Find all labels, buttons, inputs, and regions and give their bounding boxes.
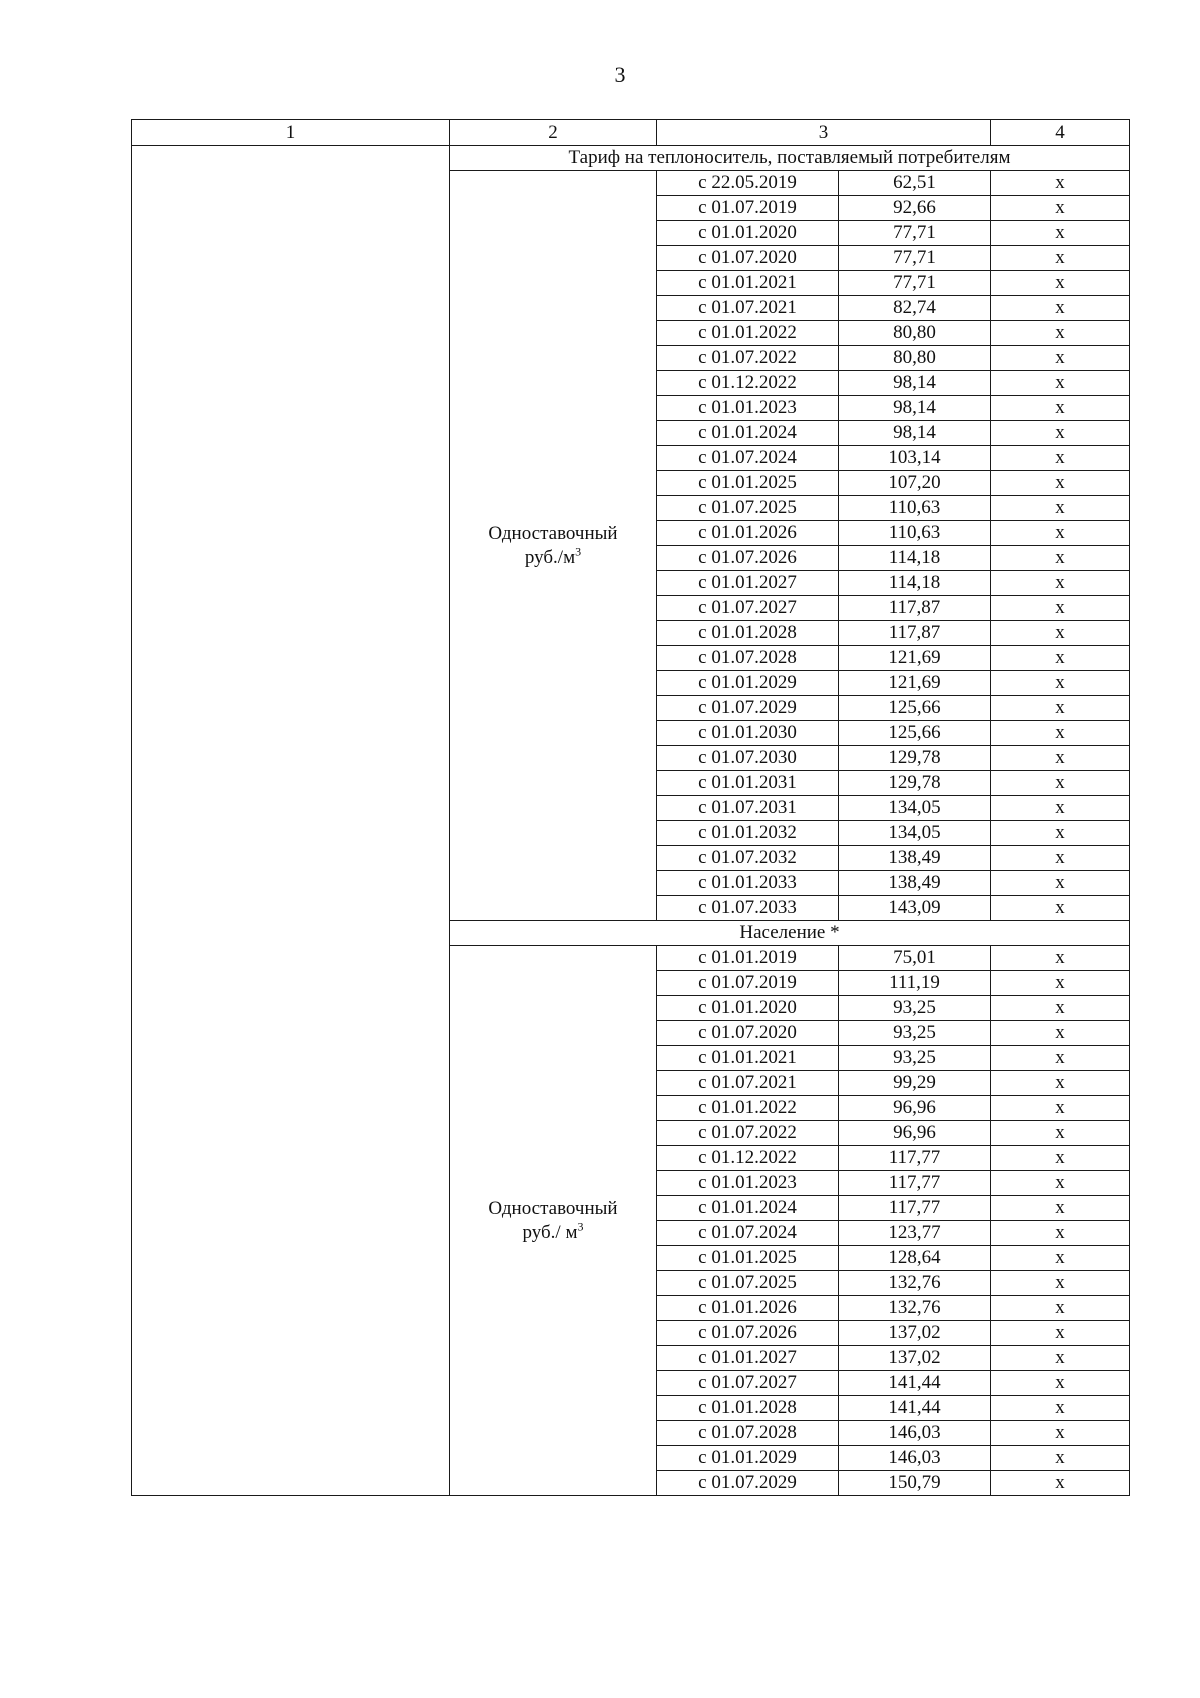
unit-label: руб./м	[524, 546, 576, 568]
header-row	[132, 120, 1130, 146]
tariff-value: 114,18	[839, 571, 991, 596]
effective-date: с 01.01.2025	[657, 471, 839, 496]
tariff-value: 132,76	[839, 1296, 991, 1321]
effective-date: с 01.07.2024	[657, 446, 839, 471]
effective-date: с 01.07.2032	[657, 846, 839, 871]
tariff-value: 114,18	[839, 546, 991, 571]
tariff-value: 110,63	[839, 521, 991, 546]
tariff-value: 125,66	[839, 696, 991, 721]
tariff-value: 141,44	[839, 1396, 991, 1421]
effective-date: с 01.07.2025	[657, 496, 839, 521]
column-4-value: х	[991, 496, 1130, 521]
tariff-value: 111,19	[839, 971, 991, 996]
column-4-value: х	[991, 1371, 1130, 1396]
tariff-value: 82,74	[839, 296, 991, 321]
column-4-value: х	[991, 421, 1130, 446]
header-col-4: 4	[991, 120, 1130, 146]
unit-superscript: 3	[575, 544, 582, 559]
effective-date: с 01.01.2023	[657, 1171, 839, 1196]
tariff-value: 123,77	[839, 1221, 991, 1246]
column-4-value: х	[991, 1471, 1130, 1496]
tariff-value: 75,01	[839, 946, 991, 971]
section-title: Население *	[450, 921, 1130, 946]
column-4-value: х	[991, 271, 1130, 296]
tariff-type-label: Одноставочный	[488, 1197, 618, 1219]
column-4-value: х	[991, 696, 1130, 721]
tariff-value: 92,66	[839, 196, 991, 221]
tariff-value: 150,79	[839, 1471, 991, 1496]
tariff-table-body	[132, 120, 1130, 1496]
effective-date: с 01.01.2027	[657, 1346, 839, 1371]
effective-date: с 01.07.2027	[657, 1371, 839, 1396]
effective-date: с 01.07.2022	[657, 346, 839, 371]
effective-date: с 01.07.2024	[657, 1221, 839, 1246]
tariff-value: 129,78	[839, 746, 991, 771]
tariff-type-label: Одноставочный	[488, 522, 618, 544]
effective-date: с 01.01.2026	[657, 1296, 839, 1321]
section-title: Тариф на теплоноситель, поставляемый потребителям	[450, 146, 1130, 171]
column-4-value: х	[991, 971, 1130, 996]
tariff-value: 137,02	[839, 1346, 991, 1371]
column-4-value: х	[991, 721, 1130, 746]
effective-date: с 01.07.2028	[657, 1421, 839, 1446]
column-4-value: х	[991, 221, 1130, 246]
column-4-value: х	[991, 446, 1130, 471]
column-4-value: х	[991, 746, 1130, 771]
tariff-value: 93,25	[839, 1021, 991, 1046]
tariff-value: 129,78	[839, 771, 991, 796]
effective-date: с 01.07.2019	[657, 196, 839, 221]
effective-date: с 01.01.2022	[657, 321, 839, 346]
column-4-value: х	[991, 1221, 1130, 1246]
tariff-value: 146,03	[839, 1421, 991, 1446]
tariff-value: 143,09	[839, 896, 991, 921]
column-4-value: х	[991, 821, 1130, 846]
effective-date: с 22.05.2019	[657, 171, 839, 196]
tariff-value: 110,63	[839, 496, 991, 521]
tariff-value: 146,03	[839, 1446, 991, 1471]
column-4-value: х	[991, 296, 1130, 321]
effective-date: с 01.01.2023	[657, 396, 839, 421]
effective-date: с 01.01.2024	[657, 421, 839, 446]
column-4-value: х	[991, 646, 1130, 671]
tariff-value: 137,02	[839, 1321, 991, 1346]
tariff-value: 77,71	[839, 271, 991, 296]
tariff-type-cell	[450, 946, 657, 1496]
effective-date: с 01.07.2030	[657, 746, 839, 771]
header-col-1: 1	[132, 120, 450, 146]
tariff-value: 138,49	[839, 846, 991, 871]
tariff-type-cell	[450, 171, 657, 921]
effective-date: с 01.07.2020	[657, 1021, 839, 1046]
effective-date: с 01.01.2021	[657, 1046, 839, 1071]
tariff-value: 93,25	[839, 1046, 991, 1071]
column-4-value: х	[991, 621, 1130, 646]
effective-date: с 01.01.2032	[657, 821, 839, 846]
tariff-value: 62,51	[839, 171, 991, 196]
column-4-value: х	[991, 1446, 1130, 1471]
tariff-value: 96,96	[839, 1096, 991, 1121]
tariff-value: 99,29	[839, 1071, 991, 1096]
column-4-value: х	[991, 1246, 1130, 1271]
tariff-value: 103,14	[839, 446, 991, 471]
column-4-value: х	[991, 571, 1130, 596]
column-4-value: х	[991, 1321, 1130, 1346]
effective-date: с 01.01.2031	[657, 771, 839, 796]
header-col-3: 3	[657, 120, 991, 146]
effective-date: с 01.01.2025	[657, 1246, 839, 1271]
column-4-value: х	[991, 871, 1130, 896]
tariff-value: 77,71	[839, 221, 991, 246]
tariff-value: 117,87	[839, 621, 991, 646]
column-4-value: х	[991, 521, 1130, 546]
tariff-value: 117,87	[839, 596, 991, 621]
effective-date: с 01.01.2030	[657, 721, 839, 746]
tariff-value: 125,66	[839, 721, 991, 746]
effective-date: с 01.07.2031	[657, 796, 839, 821]
column-4-value: х	[991, 396, 1130, 421]
page-number: 3	[614, 62, 626, 87]
tariff-value: 121,69	[839, 671, 991, 696]
effective-date: с 01.07.2033	[657, 896, 839, 921]
column-4-value: х	[991, 1346, 1130, 1371]
column-4-value: х	[991, 1021, 1130, 1046]
effective-date: с 01.01.2024	[657, 1196, 839, 1221]
effective-date: с 01.01.2028	[657, 621, 839, 646]
column-4-value: х	[991, 1296, 1130, 1321]
column-4-value: х	[991, 846, 1130, 871]
effective-date: с 01.01.2029	[657, 1446, 839, 1471]
column-1-cell	[132, 146, 450, 1496]
tariff-value: 141,44	[839, 1371, 991, 1396]
column-4-value: х	[991, 1096, 1130, 1121]
tariff-value: 98,14	[839, 396, 991, 421]
column-4-value: х	[991, 1046, 1130, 1071]
column-4-value: х	[991, 1271, 1130, 1296]
tariff-value: 80,80	[839, 346, 991, 371]
effective-date: с 01.01.2020	[657, 221, 839, 246]
column-4-value: х	[991, 346, 1130, 371]
effective-date: с 01.07.2021	[657, 1071, 839, 1096]
tariff-value: 128,64	[839, 1246, 991, 1271]
column-4-value: х	[991, 1196, 1130, 1221]
effective-date: с 01.07.2026	[657, 1321, 839, 1346]
effective-date: с 01.07.2026	[657, 546, 839, 571]
effective-date: с 01.07.2021	[657, 296, 839, 321]
column-4-value: х	[991, 671, 1130, 696]
tariff-value: 117,77	[839, 1146, 991, 1171]
effective-date: с 01.07.2029	[657, 1471, 839, 1496]
effective-date: с 01.01.2028	[657, 1396, 839, 1421]
tariff-value: 134,05	[839, 796, 991, 821]
tariff-value: 117,77	[839, 1171, 991, 1196]
tariff-value: 98,14	[839, 421, 991, 446]
column-4-value: х	[991, 171, 1130, 196]
column-4-value: х	[991, 1121, 1130, 1146]
header-col-2: 2	[450, 120, 657, 146]
effective-date: с 01.01.2020	[657, 996, 839, 1021]
effective-date: с 01.01.2019	[657, 946, 839, 971]
column-4-value: х	[991, 1171, 1130, 1196]
effective-date: с 01.07.2028	[657, 646, 839, 671]
column-4-value: х	[991, 1421, 1130, 1446]
column-4-value: х	[991, 1396, 1130, 1421]
unit-line	[454, 1221, 652, 1245]
column-4-value: х	[991, 321, 1130, 346]
tariff-table	[131, 119, 1130, 1496]
column-4-value: х	[991, 246, 1130, 271]
effective-date: с 01.07.2027	[657, 596, 839, 621]
effective-date: с 01.12.2022	[657, 1146, 839, 1171]
effective-date: с 01.07.2022	[657, 1121, 839, 1146]
column-4-value: х	[991, 1146, 1130, 1171]
tariff-value: 138,49	[839, 871, 991, 896]
column-4-value: х	[991, 946, 1130, 971]
column-4-value: х	[991, 471, 1130, 496]
effective-date: с 01.07.2020	[657, 246, 839, 271]
effective-date: с 01.01.2022	[657, 1096, 839, 1121]
effective-date: с 01.01.2026	[657, 521, 839, 546]
tariff-value: 132,76	[839, 1271, 991, 1296]
tariff-value: 134,05	[839, 821, 991, 846]
column-4-value: х	[991, 596, 1130, 621]
effective-date: с 01.07.2025	[657, 1271, 839, 1296]
tariff-value: 107,20	[839, 471, 991, 496]
tariff-value: 98,14	[839, 371, 991, 396]
tariff-value: 93,25	[839, 996, 991, 1021]
column-4-value: х	[991, 546, 1130, 571]
tariff-value: 96,96	[839, 1121, 991, 1146]
column-4-value: х	[991, 771, 1130, 796]
effective-date: с 01.07.2019	[657, 971, 839, 996]
column-4-value: х	[991, 196, 1130, 221]
unit-line	[454, 546, 652, 570]
effective-date: с 01.07.2029	[657, 696, 839, 721]
tariff-value: 117,77	[839, 1196, 991, 1221]
tariff-value: 77,71	[839, 246, 991, 271]
column-4-value: х	[991, 371, 1130, 396]
tariff-value: 121,69	[839, 646, 991, 671]
column-4-value: х	[991, 896, 1130, 921]
effective-date: с 01.01.2033	[657, 871, 839, 896]
unit-superscript: 3	[577, 1219, 584, 1234]
tariff-value: 80,80	[839, 321, 991, 346]
effective-date: с 01.01.2027	[657, 571, 839, 596]
section-title-row	[132, 146, 1130, 171]
column-4-value: х	[991, 1071, 1130, 1096]
unit-label: руб./ м	[522, 1221, 578, 1243]
effective-date: с 01.01.2029	[657, 671, 839, 696]
column-4-value: х	[991, 996, 1130, 1021]
effective-date: с 01.12.2022	[657, 371, 839, 396]
effective-date: с 01.01.2021	[657, 271, 839, 296]
column-4-value: х	[991, 796, 1130, 821]
